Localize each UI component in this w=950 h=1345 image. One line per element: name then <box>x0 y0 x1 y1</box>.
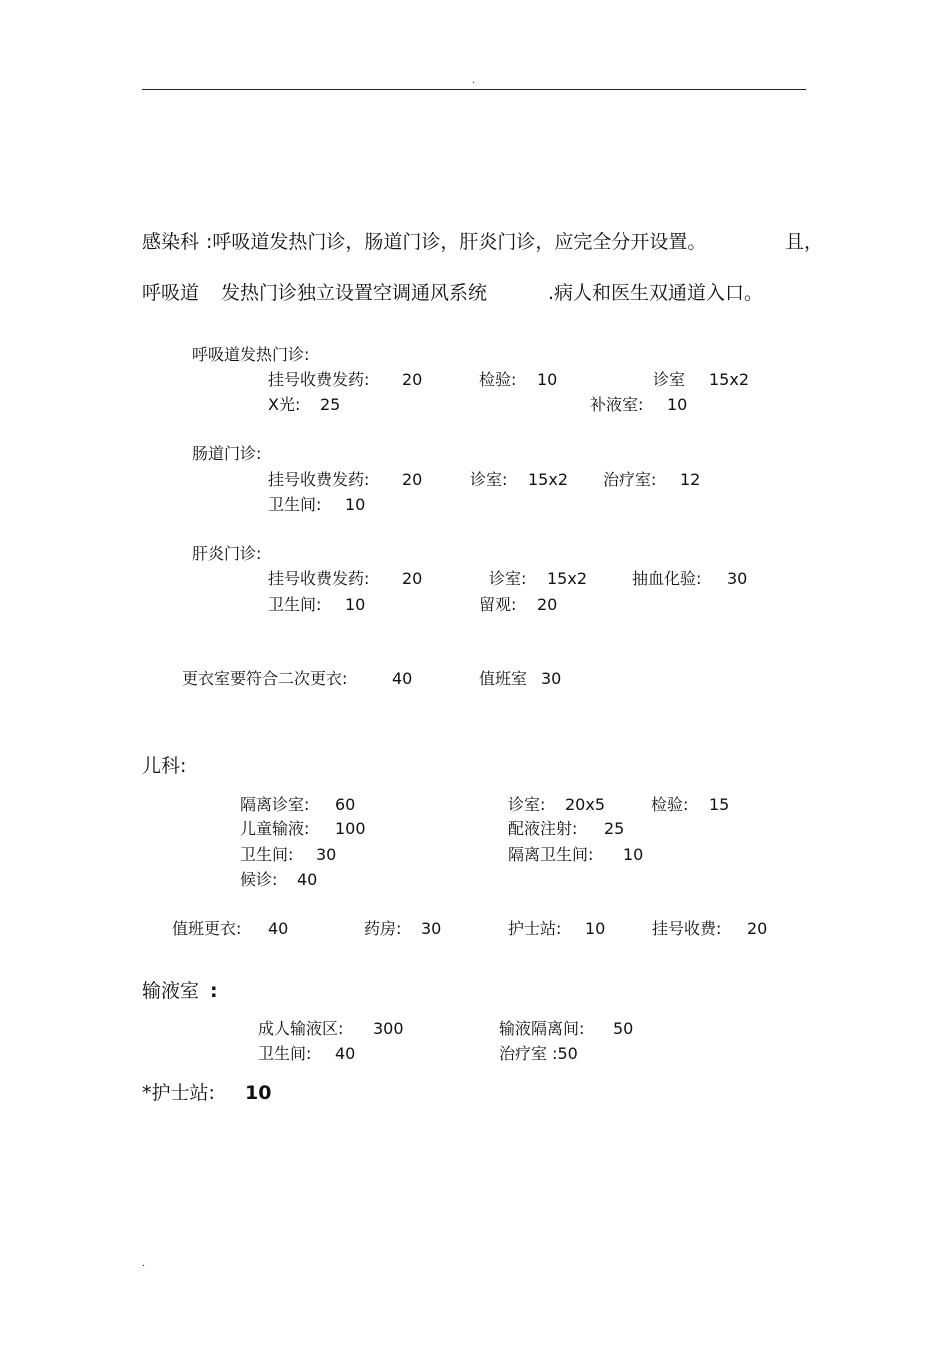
resp-value: 10 <box>667 395 688 414</box>
ped-row2-label: 值班更衣: <box>172 919 242 938</box>
header-dot: . <box>472 75 476 86</box>
ped-row2-value: 10 <box>585 919 606 938</box>
liver-title: 肝炎门诊: <box>192 544 262 563</box>
ped-label: 儿童输液: <box>240 819 310 838</box>
changing-label: 更衣室要符合二次更衣: <box>182 669 348 688</box>
bowel-label: 治疗室: <box>603 470 657 489</box>
liver-label: 挂号收费发药: <box>268 569 370 588</box>
infusion-title: 输液室 <box>142 980 200 1002</box>
ped-value: 100 <box>335 819 366 838</box>
ped-label: 诊室: <box>508 795 546 814</box>
resp-value: 20 <box>402 370 423 389</box>
liver-label: 抽血化验: <box>632 569 702 588</box>
liver-value: 10 <box>345 595 366 614</box>
ped-value: 60 <box>335 795 356 814</box>
ped-row2-value: 20 <box>747 919 768 938</box>
infusion-value: 50 <box>613 1019 634 1038</box>
bowel-value: 15x2 <box>528 470 569 489</box>
resp-value: 25 <box>320 395 341 414</box>
nurse-station-label: *护士站: <box>142 1082 215 1104</box>
infusion-value: 300 <box>373 1019 404 1038</box>
ped-value: 30 <box>316 845 337 864</box>
infection-line2-b: 发热门诊独立设置空调通风系统 <box>221 282 488 304</box>
pediatrics-title: 儿科: <box>142 755 187 777</box>
ped-label: 检验: <box>651 795 689 814</box>
ped-label: 配液注射: <box>508 819 578 838</box>
bowel-label: 诊室: <box>470 470 508 489</box>
liver-value: 30 <box>727 569 748 588</box>
resp-value: 10 <box>537 370 558 389</box>
infusion-label: 输液隔离间: <box>499 1019 585 1038</box>
resp-label: 补液室: <box>590 395 644 414</box>
ped-row2-label: 挂号收费: <box>652 919 722 938</box>
bowel-label: 卫生间: <box>268 495 322 514</box>
resp-label: 挂号收费发药: <box>268 370 370 389</box>
liver-label: 留观: <box>479 595 517 614</box>
resp-label: 诊室 <box>653 370 686 389</box>
ped-value: 20x5 <box>565 795 606 814</box>
infection-heading: 感染科 <box>142 231 200 253</box>
changing-value: 40 <box>392 669 413 688</box>
footer-dot: . <box>142 1258 146 1269</box>
duty-value: 30 <box>541 669 562 688</box>
bowel-label: 挂号收费发药: <box>268 470 370 489</box>
ped-label: 隔离卫生间: <box>508 845 594 864</box>
ped-row2-label: 药房: <box>364 919 402 938</box>
infusion-label: 治疗室 :50 <box>499 1044 578 1063</box>
liver-value: 20 <box>537 595 558 614</box>
infection-line1-end: 且， <box>785 231 824 253</box>
duty-label: 值班室 <box>479 669 528 688</box>
infusion-label: 成人输液区: <box>258 1019 344 1038</box>
liver-value: 20 <box>402 569 423 588</box>
infusion-value: 40 <box>335 1044 356 1063</box>
bowel-value: 10 <box>345 495 366 514</box>
resp-label: 检验: <box>479 370 517 389</box>
resp-value: 15x2 <box>709 370 750 389</box>
ped-value: 25 <box>604 819 625 838</box>
bowel-value: 12 <box>680 470 701 489</box>
resp-title: 呼吸道发热门诊: <box>192 345 310 364</box>
infusion-title-colon: : <box>210 980 218 1002</box>
infection-line2-c: .病人和医生双通道入口。 <box>548 282 764 304</box>
ped-value: 15 <box>709 795 730 814</box>
ped-label: 候诊: <box>240 870 278 889</box>
ped-label: 卫生间: <box>240 845 294 864</box>
ped-row2-value: 40 <box>268 919 289 938</box>
ped-value: 40 <box>297 870 318 889</box>
liver-value: 15x2 <box>547 569 588 588</box>
header-rule <box>142 89 806 90</box>
ped-row2-label: 护士站: <box>508 919 562 938</box>
infection-line2-a: 呼吸道 <box>142 282 200 304</box>
infection-line1: :呼吸道发热门诊，肠道门诊，肝炎门诊，应完全分开设置。 <box>206 231 707 253</box>
liver-label: 卫生间: <box>268 595 322 614</box>
nurse-station-value: 10 <box>245 1082 272 1104</box>
resp-label: X光: <box>268 395 301 414</box>
ped-label: 隔离诊室: <box>240 795 310 814</box>
ped-value: 10 <box>623 845 644 864</box>
infusion-label: 卫生间: <box>258 1044 312 1063</box>
bowel-value: 20 <box>402 470 423 489</box>
liver-label: 诊室: <box>489 569 527 588</box>
ped-row2-value: 30 <box>421 919 442 938</box>
bowel-title: 肠道门诊: <box>192 444 262 463</box>
